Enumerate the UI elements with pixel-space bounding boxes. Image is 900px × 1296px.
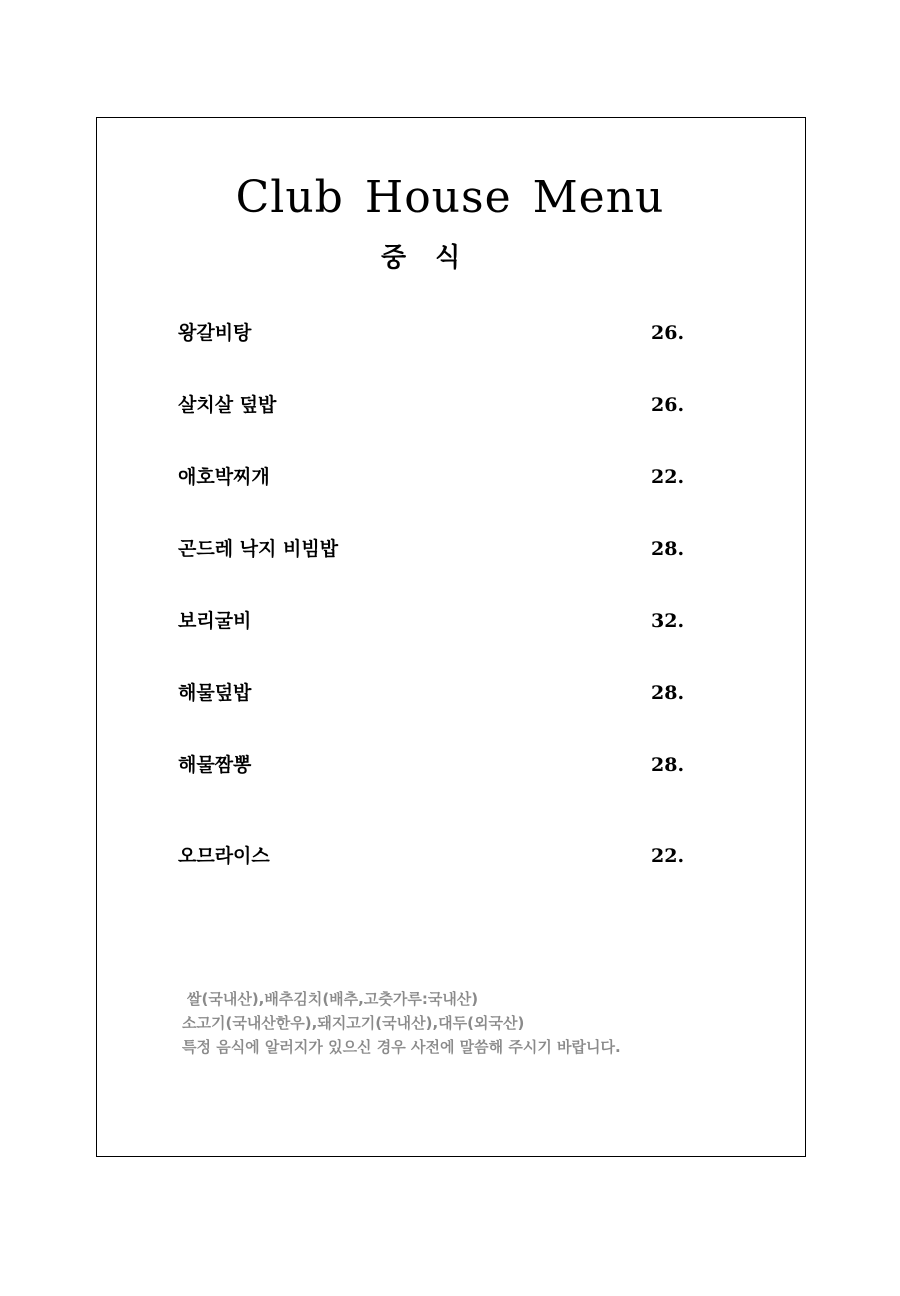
menu-item-name: 보리굴비 (178, 610, 252, 632)
menu-item-name: 왕갈비탕 (178, 322, 252, 344)
allergy-note: 특정 음식에 알러지가 있으신 경우 사전에 말씀해 주시기 바랍니다. (182, 1038, 621, 1056)
origin-note-rice-kimchi: 쌀(국내산),배추김치(배추,고춧가루:국내산) (187, 990, 479, 1008)
menu-item-price: 32. (651, 610, 685, 632)
menu-item-price: 22. (651, 845, 685, 867)
origin-note-meat-soy: 소고기(국내산한우),돼지고기(국내산),대두(외국산) (182, 1014, 525, 1032)
menu-item-price: 22. (651, 466, 685, 488)
menu-item-price: 26. (651, 394, 685, 416)
menu-title: Club House Menu (235, 172, 665, 223)
menu-item-name: 해물덮밥 (178, 682, 252, 704)
menu-item-name: 살치살 덮밥 (178, 394, 277, 416)
menu-item-price: 28. (651, 538, 685, 560)
menu-item (178, 318, 698, 348)
menu-item-name: 해물짬뽕 (178, 754, 252, 776)
menu-item-name: 오므라이스 (178, 845, 270, 867)
menu-item (178, 462, 698, 492)
menu-item-price: 28. (651, 682, 685, 704)
menu-item (178, 390, 698, 420)
menu-item (178, 841, 698, 871)
origin-notes (182, 987, 782, 1059)
menu-subtitle: 중 식 (381, 243, 471, 273)
menu-item-name: 애호박찌개 (178, 466, 270, 488)
menu-item-price: 26. (651, 322, 685, 344)
menu-item (178, 678, 698, 708)
menu-item (178, 606, 698, 636)
menu-item-price: 28. (651, 754, 685, 776)
menu-item-name: 곤드레 낙지 비빔밥 (178, 538, 339, 560)
menu-item (178, 534, 698, 564)
menu-item (178, 750, 698, 780)
